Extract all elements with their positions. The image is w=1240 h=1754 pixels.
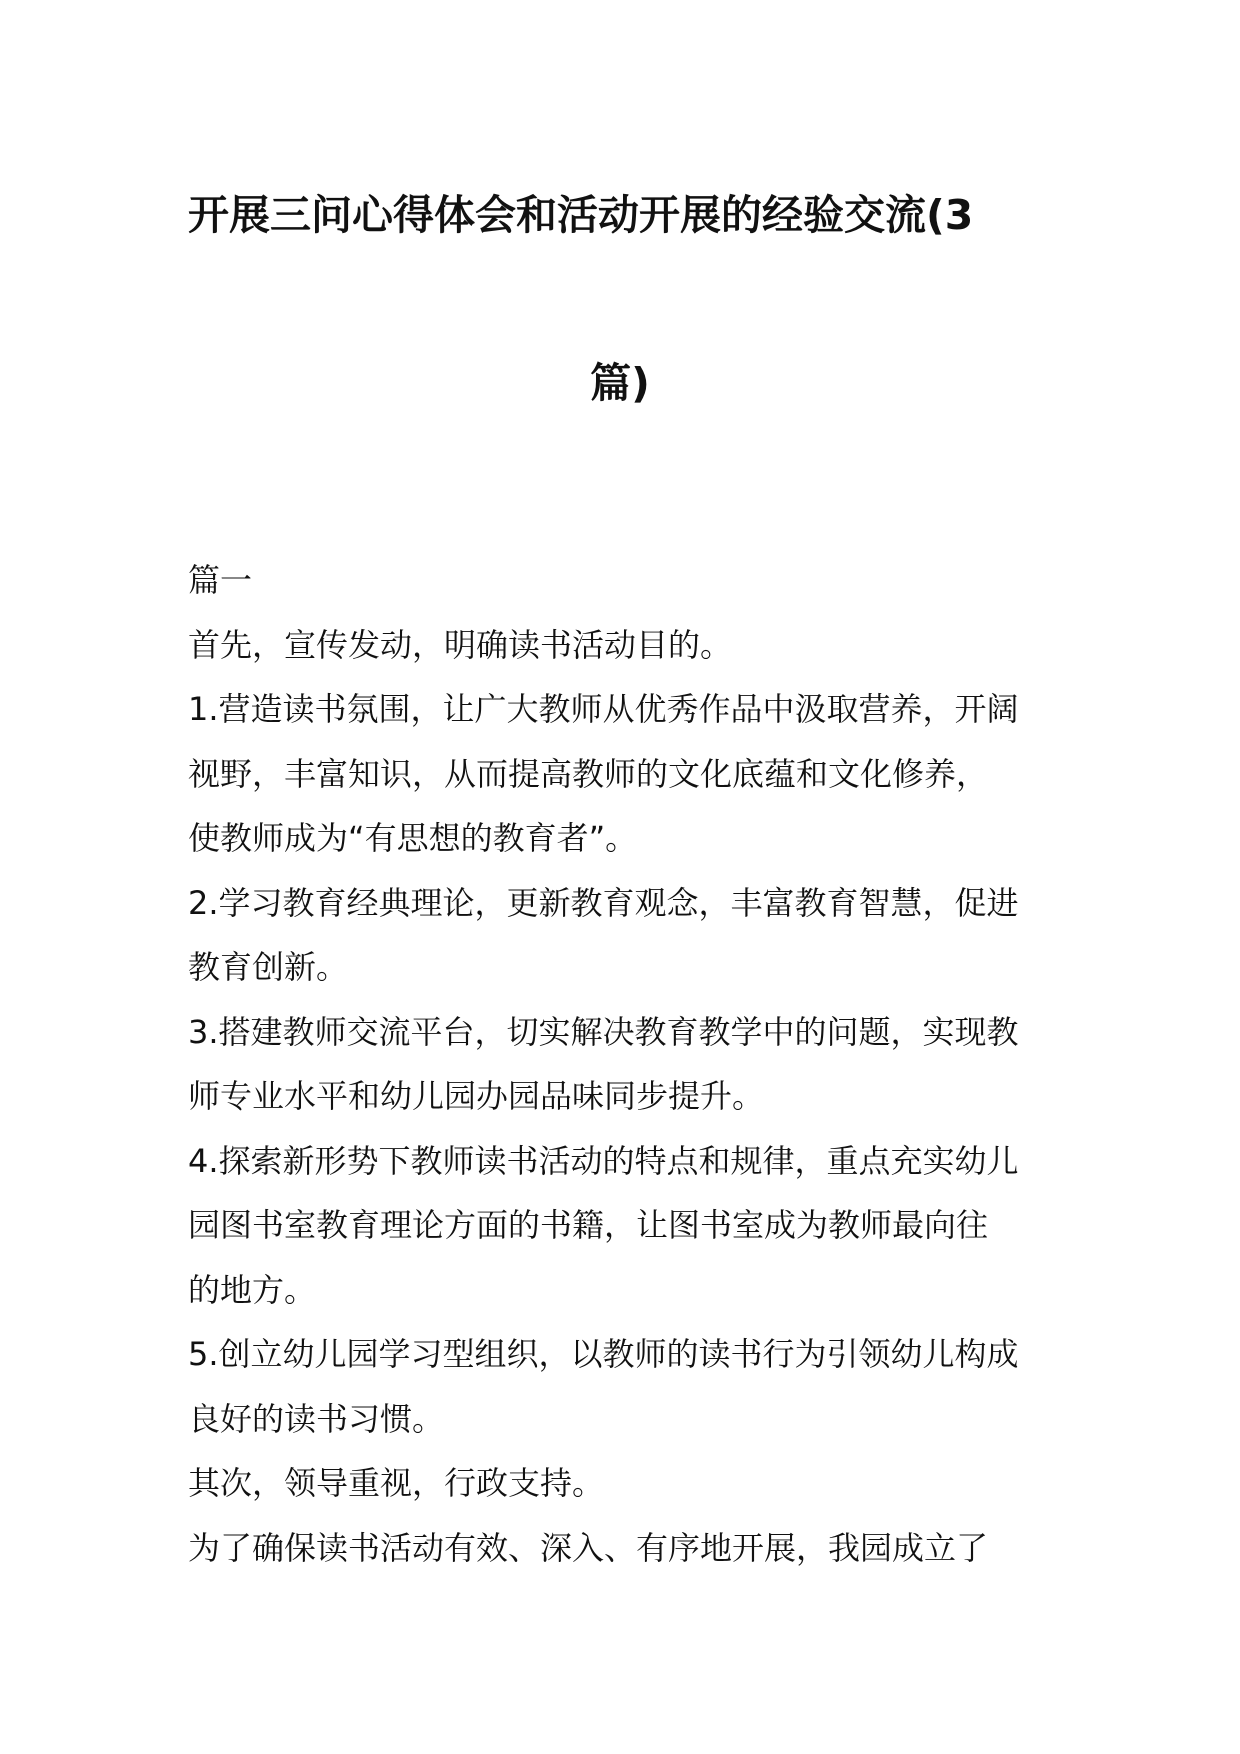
body-line: 使教师成为“有思想的教育者”。 — [188, 819, 638, 857]
title-line-2: 篇) — [590, 359, 650, 407]
section-heading: 篇一 — [188, 561, 253, 599]
body-line: 2.学习教育经典理论，更新教育观念，丰富教育智慧，促进 — [188, 883, 1019, 922]
document-body — [188, 548, 1054, 1580]
title-line-1: 开展三问心得体会和活动开展的经验交流(3 — [188, 191, 974, 239]
body-line: 视野，丰富知识，从而提高教师的文化底蕴和文化修养， — [188, 754, 989, 793]
body-line: 的地方。 — [188, 1270, 317, 1309]
body-line: 师专业水平和幼儿园办园品味同步提升。 — [188, 1077, 765, 1115]
body-line: 良好的读书习惯。 — [188, 1399, 445, 1438]
body-line: 5.创立幼儿园学习型组织，以教师的读书行为引领幼儿构成 — [188, 1335, 1019, 1373]
body-line: 其次，领导重视，行政支持。 — [188, 1464, 605, 1502]
body-line: 教育创新。 — [188, 948, 349, 986]
body-line: 为了确保读书活动有效、深入、有序地开展，我园成立了 — [188, 1528, 989, 1567]
body-line: 4.探索新形势下教师读书活动的特点和规律，重点充实幼儿 — [188, 1141, 1019, 1180]
body-line: 首先，宣传发动，明确读书活动目的。 — [188, 625, 733, 664]
body-line: 3.搭建教师交流平台，切实解决教育教学中的问题，实现教 — [188, 1012, 1019, 1051]
body-line: 1.营造读书氛围，让广大教师从优秀作品中汲取营养，开阔 — [188, 690, 1019, 728]
body-line: 园图书室教育理论方面的书籍，让图书室成为教师最向往 — [188, 1206, 989, 1244]
